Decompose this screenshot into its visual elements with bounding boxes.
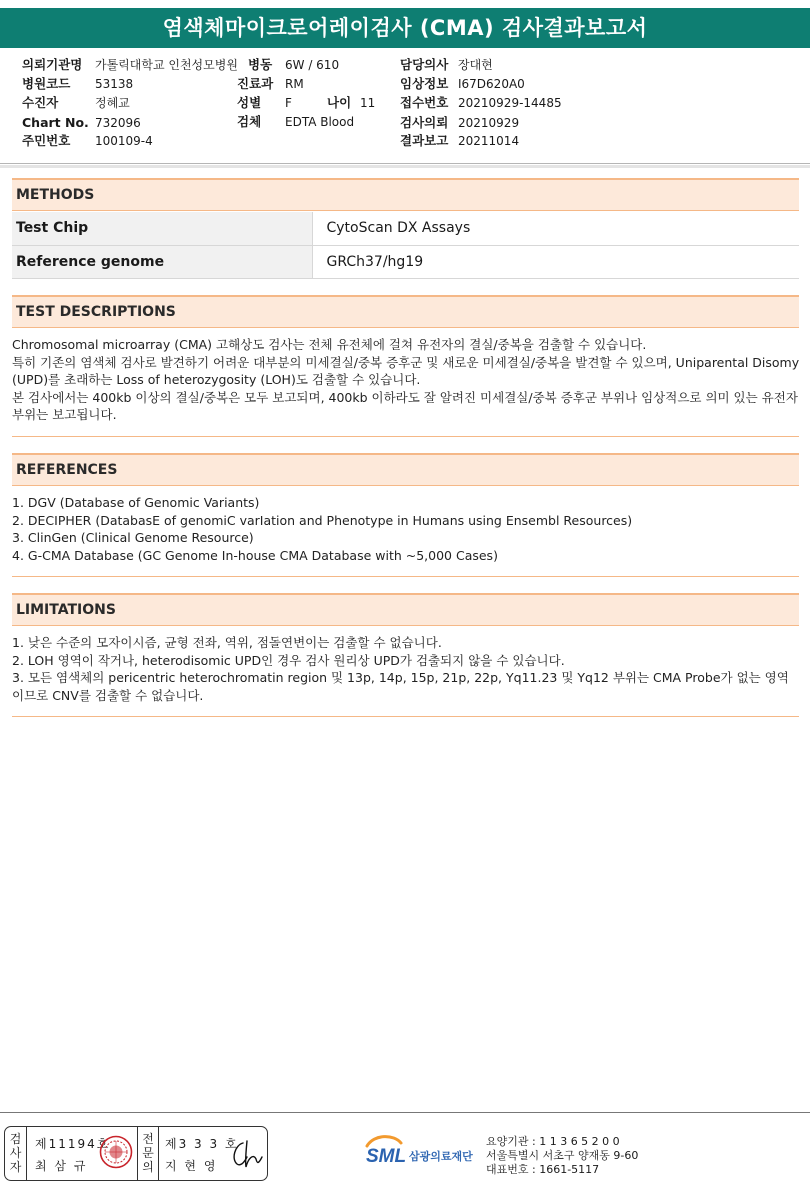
- facility-code: 요양기관 : 1 1 3 6 5 2 0 0: [486, 1135, 620, 1148]
- descriptions-heading: TEST DESCRIPTIONS: [12, 295, 799, 328]
- chart-value: 732096: [95, 116, 141, 130]
- hospital-code-label: 병원코드: [22, 76, 71, 91]
- references-heading: REFERENCES: [12, 453, 799, 486]
- patient-value: 정혜교: [95, 96, 130, 110]
- table-row: [12, 212, 799, 245]
- sml-logo-icon: [364, 1131, 484, 1175]
- footer-divider: [0, 1112, 810, 1113]
- list-item: 3. 모든 염색체의 pericentric heterochromatin region 및 13p, 14p, 15p, 21p, 22p, Yq11.23 및 Yq12 부위는 CMA Probe가 없는 영역이므로 CNV를 검출할 수 없습니다.: [12, 670, 789, 703]
- descriptions-rule: [12, 436, 799, 437]
- limitations-list: [12, 634, 800, 704]
- clinical-label: 임상정보: [400, 76, 449, 91]
- sex-label: 성별: [237, 95, 262, 110]
- phone: 대표번호 : 1661-5117: [486, 1163, 600, 1176]
- org-name: 삼광의료재단: [409, 1150, 473, 1163]
- clinical-value: I67D620A0: [458, 77, 525, 91]
- contact-info: [486, 1135, 638, 1177]
- dept-value: RM: [285, 77, 304, 91]
- requested-label: 검사의뢰: [400, 115, 449, 130]
- references-list: [12, 494, 800, 564]
- specialist-number: 제3 3 3 호: [165, 1137, 239, 1151]
- age-label: 나이: [327, 95, 352, 110]
- requester-value: 가톨릭대학교 인천성모병원: [95, 58, 238, 72]
- signature-icon: [227, 1137, 265, 1171]
- descriptions-text: [12, 336, 800, 424]
- report-title: 염색체마이크로어레이검사 (CMA) 검사결과보고서: [0, 8, 810, 48]
- list-item: 1. DGV (Database of Genomic Variants): [12, 495, 260, 510]
- sex-value: F: [285, 96, 292, 110]
- examiner-name: 최 삼 규: [35, 1159, 88, 1173]
- header-divider: [0, 165, 810, 168]
- specialist-label: 전 문 의: [137, 1127, 159, 1180]
- resident-label: 주민번호: [22, 133, 71, 148]
- methods-heading: METHODS: [12, 178, 799, 211]
- resident-value: 100109-4: [95, 134, 153, 148]
- description-line: 본 검사에서는 400kb 이상의 결실/중복은 모두 보고되며, 400kb 이하라도 잘 알려진 미세결실/중복 증후군 부위나 임상적으로 의미 있는 유전자 부위는 보고됩니다.: [12, 389, 798, 422]
- ward-label: 병동: [248, 57, 273, 72]
- table-row: [12, 245, 799, 278]
- list-item: 2. LOH 영역이 작거나, heterodisomic UPD인 경우 검사 원리상 UPD가 검출되지 않을 수 있습니다.: [12, 652, 565, 668]
- chip-value: CytoScan DX Assays: [312, 212, 799, 245]
- accession-value: 20210929-14485: [458, 96, 562, 110]
- chip-label: Test Chip: [12, 212, 312, 245]
- doctor-label: 담당의사: [400, 57, 449, 72]
- patient-label: 수진자: [22, 95, 59, 110]
- limitations-rule: [12, 716, 799, 717]
- specialist-name: 지 현 영: [165, 1159, 218, 1173]
- list-item: 1. 낮은 수준의 모자이시즘, 균형 전좌, 역위, 점돌연변이는 검출할 수 없습니다.: [12, 635, 442, 650]
- limitations-heading: LIMITATIONS: [12, 593, 799, 626]
- specimen-value: EDTA Blood: [285, 115, 355, 129]
- list-item: 3. ClinGen (Clinical Genome Resource): [12, 530, 254, 545]
- patient-info-panel: [0, 52, 810, 164]
- seal-icon: [99, 1135, 133, 1169]
- genome-value: GRCh37/hg19: [312, 245, 799, 278]
- logo-text: SML: [366, 1146, 407, 1167]
- accession-label: 접수번호: [400, 95, 449, 110]
- hospital-code-value: 53138: [95, 77, 134, 91]
- genome-label: Reference genome: [12, 245, 312, 278]
- examiner-label: 검 사 자: [5, 1127, 27, 1180]
- requester-label: 의뢰기관명: [22, 57, 83, 72]
- references-rule: [12, 576, 799, 577]
- signature-box: [4, 1126, 268, 1181]
- description-line: Chromosomal microarray (CMA) 고해상도 검사는 전체 유전체에 걸쳐 유전자의 결실/중복을 검출할 수 있습니다.: [12, 337, 647, 352]
- requested-value: 20210929: [458, 116, 520, 130]
- reported-value: 20211014: [458, 134, 520, 148]
- reported-label: 결과보고: [400, 133, 449, 148]
- age-value: 11: [360, 96, 376, 110]
- chart-label: Chart No.: [22, 115, 89, 130]
- methods-table: [12, 212, 799, 279]
- dept-label: 진료과: [237, 76, 274, 91]
- doctor-value: 장대현: [458, 58, 493, 72]
- list-item: 2. DECIPHER (DatabasE of genomiC varIation and Phenotype in Humans using Ensembl Resources): [12, 512, 633, 528]
- specimen-label: 검체: [237, 114, 262, 129]
- address: 서울특별시 서초구 양재동 9-60: [486, 1149, 639, 1162]
- ward-value: 6W / 610: [285, 58, 340, 72]
- list-item: 4. G-CMA Database (GC Genome In-house CMA Database with ~5,000 Cases): [12, 547, 498, 563]
- description-line: 특히 기존의 염색체 검사로 발견하기 어려운 대부분의 미세결실/중복 증후군 및 새로운 미세결실/중복을 발견할 수 있으며, Uniparental Disomy (UPD)를 초래하는 Loss of heterozygosity (LOH)도 검출할 수 있습니다.: [12, 354, 800, 387]
- examiner-number: 제11194호: [35, 1137, 111, 1151]
